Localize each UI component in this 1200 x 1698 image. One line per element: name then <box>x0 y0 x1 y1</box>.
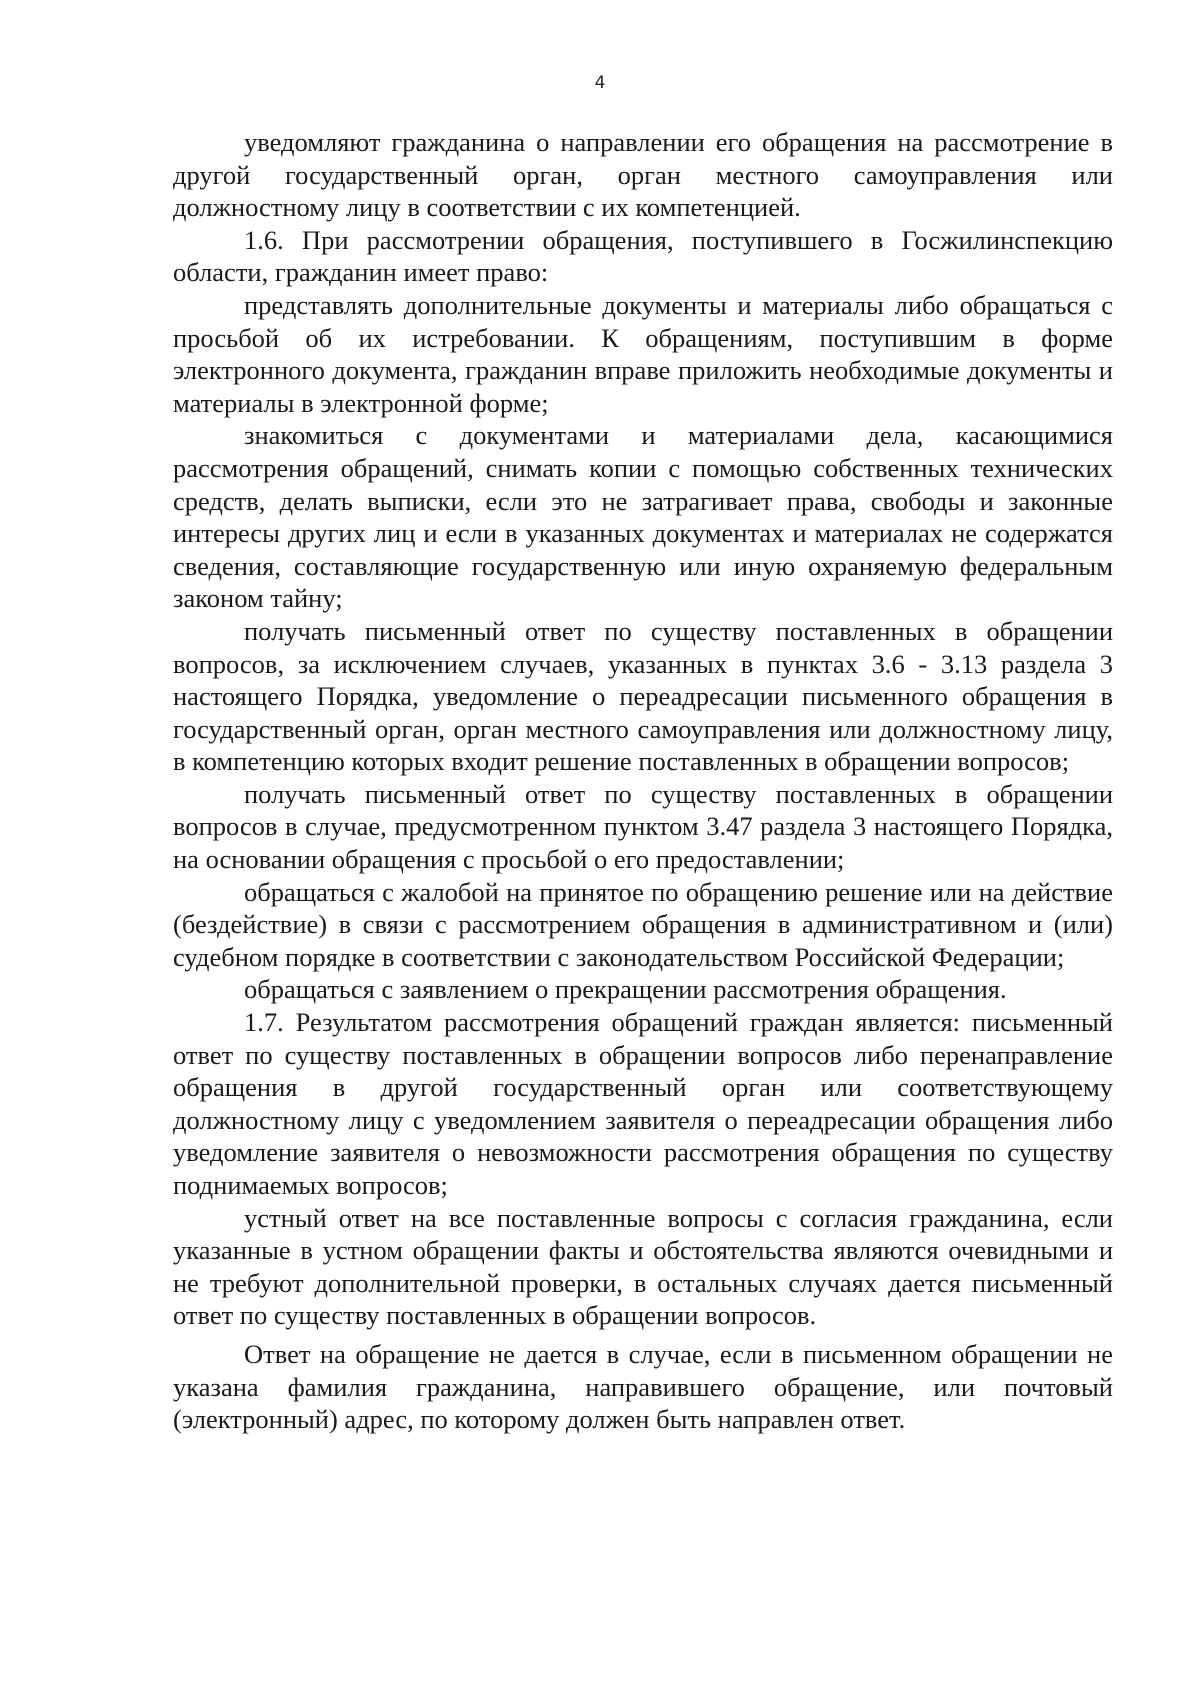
paragraph-review-materials: знакомиться с документами и материалами дела, касающимися рассмотрения обращений, снимать копии с помощью собственных технических средств, делать выписки, если это не затрагивает права, свободы и законные интересы других лиц и если в указанных документах и материалах не содержатся сведения, составляющие государственную или иную охраняемую федеральным законом тайну; <box>173 420 1113 614</box>
paragraph-no-answer: Ответ на обращение не дается в случае, если в письменном обращении не указана фамилия гражданина, направившего обращение, или почтовый (электронный) адрес, по которому должен быть направлен ответ. <box>173 1338 1113 1435</box>
paragraph-termination-request: обращаться с заявлением о прекращении рассмотрения обращения. <box>244 974 1007 1005</box>
paragraph-appeal-complaint: обращаться с жалобой на принятое по обращению решение или на действие (бездействие) в связи с рассмотрением обращения в административном и (или) судебном порядке в соответствии с законодательством Российской Федерации; <box>173 876 1113 972</box>
document-body <box>173 126 1113 1436</box>
paragraph-1-6-rights-intro: 1.6. При рассмотрении обращения, поступившего в Госжилинспекцию области, гражданин имеет право: <box>173 224 1113 288</box>
page-number: 4 <box>594 73 606 93</box>
paragraph-oral-answer: устный ответ на все поставленные вопросы с согласия гражданина, если указанные в устном обращении факты и обстоятельства являются очевидными и не требуют дополнительной проверки, в остальных случаях дается письменный ответ по существу поставленных в обращении вопросов. <box>173 1202 1113 1331</box>
paragraph-receive-answer: получать письменный ответ по существу поставленных в обращении вопросов, за исключением случаев, указанных в пунктах 3.6 - 3.13 раздела 3 настоящего Порядка, уведомление о переадресации письменного обращения в государственный орган, орган местного самоуправления или должностному лицу, в компетенцию которых входит решение поставленных в обращении вопросов; <box>173 615 1113 777</box>
paragraph-submit-documents: представлять дополнительные документы и материалы либо обращаться с просьбой об их истребовании. К обращениям, поступившим в форме электронного документа, гражданин вправе приложить необходимые документы и материалы в электронной форме; <box>173 289 1113 418</box>
paragraph-notification-continuation: уведомляют гражданина о направлении его обращения на рассмотрение в другой государственный орган, орган местного самоуправления или должностному лицу в соответствии с их компетенцией. <box>173 127 1113 223</box>
paragraph-receive-answer-3-47: получать письменный ответ по существу поставленных в обращении вопросов в случае, предусмотренном пунктом 3.47 раздела 3 настоящего Порядка, на основании обращения с просьбой о его предоставлении; <box>173 778 1113 875</box>
paragraph-1-7-result: 1.7. Результатом рассмотрения обращений граждан является: письменный ответ по существу поставленных в обращении вопросов либо перенаправление обращения в другой государственный орган или соответствующему должностному лицу с уведомлением заявителя о переадресации обращения либо уведомление заявителя о невозможности рассмотрения обращения по существу поднимаемых вопросов; <box>173 1007 1113 1200</box>
